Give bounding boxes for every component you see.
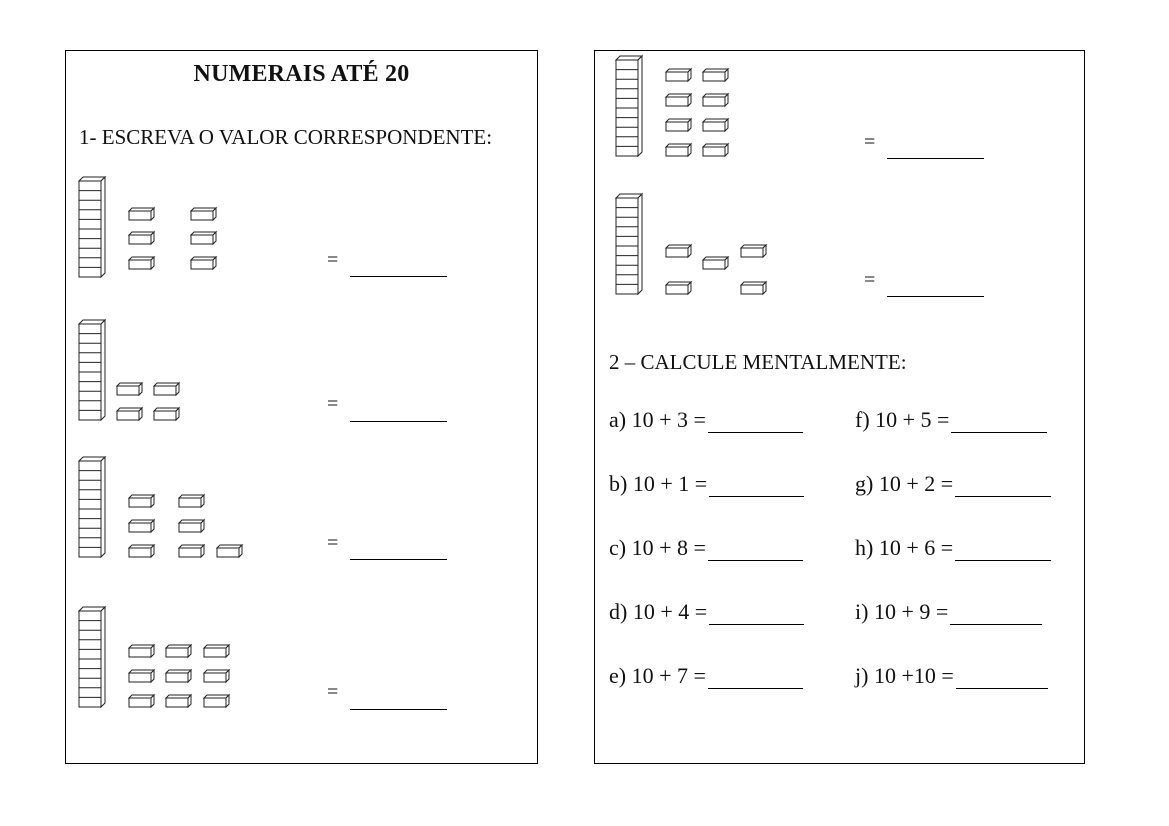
unit-cube — [179, 495, 204, 507]
unit-cube — [703, 257, 728, 269]
calc-item-b — [609, 471, 804, 497]
answer-blank-2[interactable] — [350, 421, 447, 422]
calc-expression: g) 10 + 2 = — [855, 471, 954, 496]
equals-sign: = — [327, 393, 339, 415]
answer-blank-g[interactable] — [955, 478, 1051, 497]
unit-cube — [129, 695, 154, 707]
calc-expression: b) 10 + 1 = — [609, 471, 708, 496]
unit-cube — [129, 257, 154, 269]
calc-expression: a) 10 + 3 = — [609, 407, 706, 432]
answer-blank-e[interactable] — [708, 670, 803, 689]
unit-cube — [129, 645, 154, 657]
calc-expression: c) 10 + 8 = — [609, 535, 706, 560]
unit-cube — [166, 645, 191, 657]
base-ten-blocks-item-1 — [77, 176, 237, 281]
answer-blank-d[interactable] — [709, 606, 804, 625]
answer-blank-i[interactable] — [950, 606, 1042, 625]
unit-cube — [129, 208, 154, 220]
base-ten-blocks-item-5 — [614, 55, 774, 160]
tens-rod — [79, 457, 105, 557]
worksheet-right-page — [594, 50, 1085, 764]
equals-sign: = — [327, 532, 339, 554]
unit-cube — [703, 144, 728, 156]
section-1-heading: 1- ESCREVA O VALOR CORRESPONDENTE: — [79, 125, 493, 149]
unit-cube — [666, 69, 691, 81]
answer-blank-6[interactable] — [887, 296, 984, 297]
equals-sign: = — [864, 131, 876, 153]
unit-cube — [129, 232, 154, 244]
unit-cube — [703, 94, 728, 106]
worksheet-title: NUMERAIS ATÉ 20 — [193, 61, 410, 87]
answer-blank-f[interactable] — [951, 414, 1047, 433]
calc-item-c — [609, 535, 803, 561]
unit-cube — [129, 495, 154, 507]
unit-cube — [741, 282, 766, 294]
base-ten-blocks-item-2 — [77, 319, 237, 424]
section-2-heading: 2 – CALCULE MENTALMENTE: — [609, 350, 907, 374]
calc-item-d — [609, 599, 804, 625]
calc-item-g — [855, 471, 1051, 497]
worksheet-left-page — [65, 50, 538, 764]
unit-cube — [741, 245, 766, 257]
equals-sign: = — [327, 681, 339, 703]
answer-blank-5[interactable] — [887, 158, 984, 159]
unit-cube — [179, 520, 204, 532]
calc-item-a — [609, 407, 803, 433]
answer-blank-h[interactable] — [955, 542, 1051, 561]
calc-expression: j) 10 +10 = — [855, 663, 954, 688]
unit-cube — [191, 208, 216, 220]
answer-blank-4[interactable] — [350, 709, 447, 710]
answer-blank-c[interactable] — [708, 542, 803, 561]
calc-item-i — [855, 599, 1042, 625]
unit-cube — [179, 545, 204, 557]
unit-cube — [129, 545, 154, 557]
unit-cube — [129, 670, 154, 682]
calc-item-e — [609, 663, 803, 689]
unit-cube — [666, 245, 691, 257]
answer-blank-a[interactable] — [708, 414, 803, 433]
tens-rod — [79, 320, 105, 420]
answer-blank-b[interactable] — [709, 478, 804, 497]
calc-expression: i) 10 + 9 = — [855, 599, 949, 624]
base-ten-blocks-item-3 — [77, 456, 257, 561]
calc-expression: h) 10 + 6 = — [855, 535, 954, 560]
unit-cube — [117, 383, 142, 395]
calc-expression: f) 10 + 5 = — [855, 407, 950, 432]
tens-rod — [616, 194, 642, 294]
calc-expression: d) 10 + 4 = — [609, 599, 708, 624]
unit-cube — [154, 408, 179, 420]
calc-item-f — [855, 407, 1047, 433]
base-ten-blocks-item-4 — [77, 606, 257, 711]
unit-cube — [666, 94, 691, 106]
unit-cube — [166, 695, 191, 707]
unit-cube — [129, 520, 154, 532]
unit-cube — [217, 545, 242, 557]
equals-sign: = — [864, 269, 876, 291]
unit-cube — [166, 670, 191, 682]
calc-expression: e) 10 + 7 = — [609, 663, 706, 688]
tens-rod — [616, 56, 642, 156]
unit-cube — [191, 257, 216, 269]
unit-cube — [204, 645, 229, 657]
unit-cube — [666, 119, 691, 131]
base-ten-blocks-item-6 — [614, 193, 794, 298]
unit-cube — [117, 408, 142, 420]
equals-sign: = — [327, 249, 339, 271]
tens-rod — [79, 607, 105, 707]
unit-cube — [703, 69, 728, 81]
tens-rod — [79, 177, 105, 277]
calc-item-h — [855, 535, 1051, 561]
unit-cube — [666, 144, 691, 156]
unit-cube — [191, 232, 216, 244]
unit-cube — [666, 282, 691, 294]
unit-cube — [154, 383, 179, 395]
answer-blank-3[interactable] — [350, 559, 447, 560]
unit-cube — [703, 119, 728, 131]
answer-blank-j[interactable] — [956, 670, 1048, 689]
answer-blank-1[interactable] — [350, 276, 447, 277]
calc-item-j — [855, 663, 1048, 689]
unit-cube — [204, 670, 229, 682]
unit-cube — [204, 695, 229, 707]
